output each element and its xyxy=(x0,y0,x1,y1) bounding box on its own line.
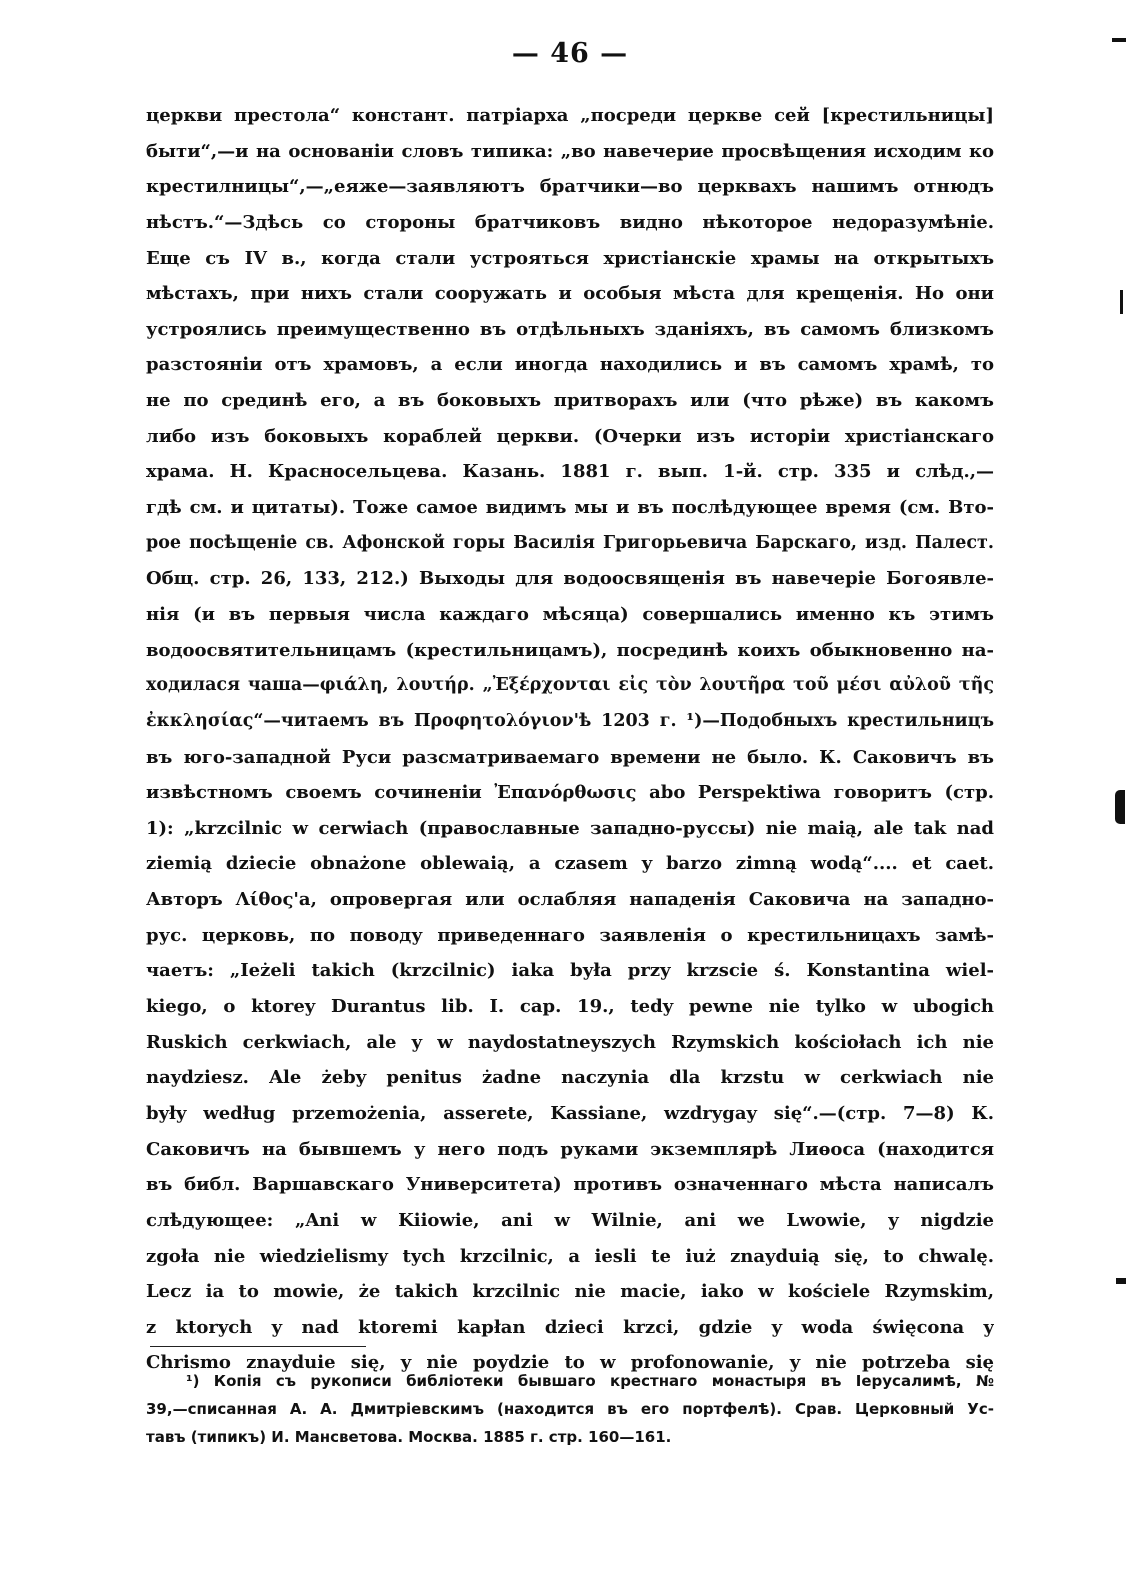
text-line: въ библ. Варшавскаго Университета) противъ означеннаго мѣста написалъ xyxy=(146,1174,994,1196)
margin-mark xyxy=(1112,38,1126,42)
text-line: водоосвятительницамъ (крестильницамъ), посрединѣ коихъ обыкновенно на- xyxy=(146,639,994,661)
text-line: рус. церковь, по поводу приведеннаго заявленія о крестильницахъ замѣ- xyxy=(146,924,994,946)
text-line: извѣстномъ своемъ сочиненіи Ἐπανόρθωσις abo Perspektiwa говоритъ (стр. xyxy=(146,782,994,804)
text-line: były według przemożenia, asserete, Kassiane, wzdrygay się“.—(стр. 7—8) К. xyxy=(146,1102,994,1124)
footnote-line: ¹) Копія съ рукописи библіотеки бывшаго крестнаго монастыря въ Іерусалимѣ, № xyxy=(186,1372,994,1390)
margin-mark xyxy=(1120,290,1123,314)
text-line: храма. Н. Красносельцева. Казань. 1881 г. вып. 1-й. стр. 335 и слѣд.,— xyxy=(146,461,994,483)
footnote xyxy=(146,1346,994,1451)
text-line: церкви престола“ констант. патріарха „посреди церкве сей [крестильницы] xyxy=(146,105,994,126)
text-line: Lecz ia to mowie, że takich krzcilnic nie macie, iako w kościele Rzymskim, xyxy=(146,1281,994,1303)
text-line: Ruskich cerkwiach, ale y w naydostatneyszych Rzymskich kościołach ich nie xyxy=(146,1031,994,1053)
margin-mark xyxy=(1116,1278,1126,1284)
text-line: нѣстъ.“—Здѣсь со стороны братчиковъ видно нѣкоторое недоразумѣніе. xyxy=(146,211,994,233)
text-line: разстояніи отъ храмовъ, а если иногда находились и въ самомъ храмѣ, то xyxy=(146,354,994,376)
footnote-line: 39,—списанная А. А. Дмитріевскимъ (находится въ его портфелѣ). Срав. Церковный Ус- xyxy=(146,1400,994,1418)
text-line: ἐκκλησίας“—читаемъ въ Προφητολόγιον'ѣ 1203 г. ¹)—Подобныхъ крестильницъ xyxy=(146,710,994,731)
text-line: мѣстахъ, при нихъ стали сооружать и особыя мѣста для крещенія. Но они xyxy=(146,283,994,305)
text-line: 1): „krzcilnic w cerwiach (православные западно-руссы) nie maią, ale tak nad xyxy=(146,817,994,839)
text-line: чаетъ: „Ieżeli takich (krzcilnic) iaka była przy krzscie ś. Konstantina wiel- xyxy=(146,960,994,982)
text-line: Chrismo znayduie się, y nie poydzie to w profonowanie, y nie potrzeba się xyxy=(146,1352,994,1374)
text-line: устроялись преимущественно въ отдѣльныхъ зданіяхъ, въ самомъ близкомъ xyxy=(146,318,994,340)
text-line: zgoła nie wiedzielismy tych krzcilnic, a iesli te iuż znayduią się, to chwalę. xyxy=(146,1245,994,1267)
text-line: z ktorych y nad ktoremi kapłan dzieci krzci, gdzie y woda święcona y xyxy=(146,1316,994,1338)
text-line: рое посѣщеніе св. Афонской горы Василія Григорьевича Барскаго, изд. Палест. xyxy=(146,532,994,553)
text-line: не по срединѣ его, а въ боковыхъ притворахъ или (что рѣже) въ какомъ xyxy=(146,390,994,412)
text-line: Общ. стр. 26, 133, 212.) Выходы для водоосвященія въ навечеріе Богоявле- xyxy=(146,568,994,590)
text-line: крестилницы“,—„еяже—заявляютъ братчики—во церквахъ нашимъ отнюдъ xyxy=(146,176,994,198)
text-line: быти“,—и на основаніи словъ типика: „во навечерие просвѣщения исходим ко xyxy=(146,140,994,162)
text-line: либо изъ боковыхъ кораблей церкви. (Очерки изъ исторіи христіанскаго xyxy=(146,425,994,447)
footnote-line: тавъ (типикъ) И. Мансветова. Москва. 1885 г. стр. 160—161. xyxy=(146,1428,672,1446)
footnote-divider xyxy=(150,1346,366,1347)
text-line: слѣдующее: „Ani w Kiiowie, ani w Wilnie, ani we Lwowie, y nigdzie xyxy=(146,1209,994,1231)
text-line: Авторъ Λίθος'а, опровергая или ослабляя нападенія Саковича на западно- xyxy=(146,889,994,911)
margin-mark xyxy=(1115,790,1125,824)
body-text xyxy=(146,98,994,1381)
text-line: въ юго-западной Руси разсматриваемаго времени не было. К. Саковичъ въ xyxy=(146,746,994,768)
text-line: ходилася чаша—φιάλη, λουτήρ. „Ἐξέρχονται εἰς τὸν λουτῆρα τοῦ μέσι αὐλοῦ τῆς xyxy=(146,675,994,696)
page-number: — 46 — xyxy=(511,38,629,69)
text-line: гдѣ см. и цитаты). Тоже самое видимъ мы и въ послѣдующее время (см. Вто- xyxy=(146,497,994,519)
text-line: naydziesz. Ale żeby penitus żadne naczynia dla krzstu w cerkwiach nie xyxy=(146,1067,994,1089)
text-line: Еще съ IV в., когда стали устрояться христіанскіе храмы на открытыхъ xyxy=(146,247,994,269)
text-line: Саковичъ на бывшемъ у него подъ руками экземплярѣ Лиѳоса (находится xyxy=(146,1138,994,1160)
text-line: ziemią dziecie obnażone oblewaią, a czasem y barzo zimną wodą“.... et caet. xyxy=(146,853,994,875)
text-line: нія (и въ первыя числа каждаго мѣсяца) совершались именно къ этимъ xyxy=(146,603,994,625)
text-line: kiego, o ktorey Durantus lib. I. cap. 19., tedy pewne nie tylko w ubogich xyxy=(146,996,994,1018)
